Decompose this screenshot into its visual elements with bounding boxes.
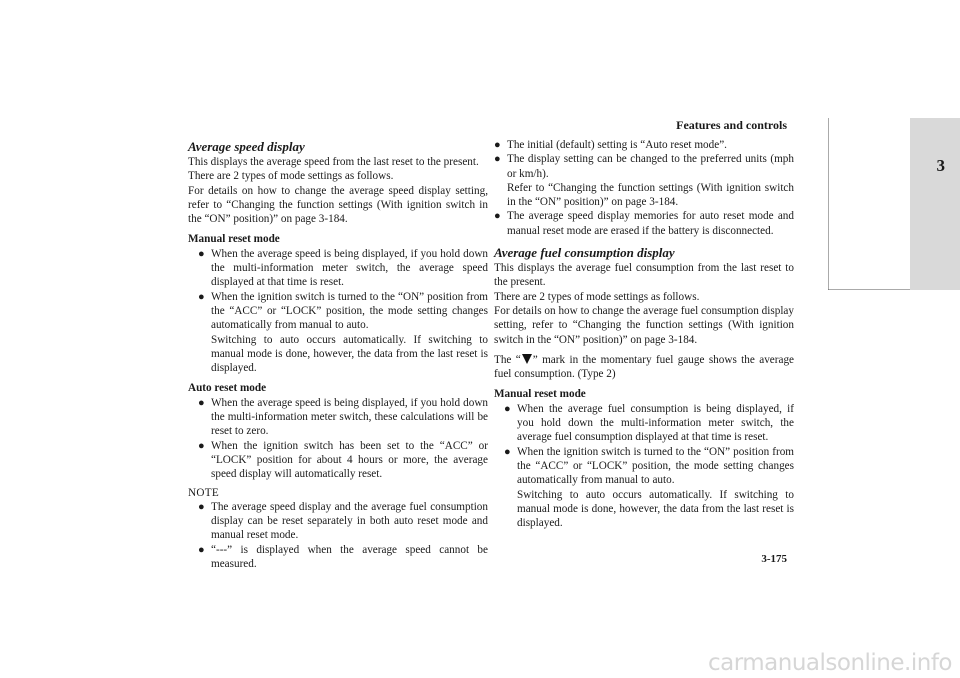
- bullet-icon: ●: [494, 210, 501, 223]
- manual-reset-title: Manual reset mode: [494, 388, 586, 401]
- list-item: ● When the average speed is being displayed, if you hold down the multi-information meter switch, these calculations will be reset to zero.: [198, 396, 488, 438]
- intro-line: This displays the average fuel consumption from the last reset to the present.: [494, 262, 794, 289]
- manual-reset-title: Manual reset mode: [188, 233, 280, 246]
- list-item: ● When the ignition switch is turned to the “ON” position from the “ACC” or “LOCK” position, the mode setting changes automatically from manual to auto. Switching to auto occurs automatically. If switching to manual mode is done, however, the data from the last reset is displayed.: [504, 445, 794, 530]
- chapter-number: 3: [936, 156, 945, 175]
- list-item: ● When the average speed is being displayed, if you hold down the multi-information meter switch, the average speed displayed at that time is reset.: [198, 247, 488, 289]
- section-title: Features and controls: [676, 118, 787, 132]
- intro-line: For details on how to change the average speed display setting, refer to “Changing the function settings (With ignition switch in the “ON” position)” on page 3-184.: [188, 184, 488, 226]
- average-speed-heading: Average speed display: [188, 139, 305, 154]
- list-item: ● The display setting can be changed to the preferred units (mph or km/h). Refer to “Changing the function settings (With ignition switch in the “ON” position)” on page 3-184.: [494, 153, 794, 209]
- bullet-icon: ●: [198, 247, 205, 260]
- bullet-icon: ●: [504, 402, 511, 415]
- list-item: ● The average speed display memories for auto reset mode and manual reset mode are erased if the battery is disconnected.: [494, 210, 794, 237]
- auto-reset-title: Auto reset mode: [188, 382, 267, 395]
- tab-stripe: [910, 118, 960, 290]
- intro-line: There are 2 types of mode settings as follows.: [494, 290, 700, 303]
- intro-line: This displays the average speed from the last reset to the present.: [188, 156, 479, 168]
- note-title: NOTE: [188, 486, 220, 499]
- list-item: ● “---” is displayed when the average speed cannot be measured.: [198, 543, 488, 571]
- fuel-mark-icon: [521, 353, 533, 365]
- bullet-icon: ●: [494, 153, 501, 166]
- right-column: [494, 138, 794, 530]
- list-item: ● The initial (default) setting is “Auto reset mode”.: [494, 139, 727, 151]
- list-item: ● When the ignition switch has been set to the “ACC” or “LOCK” position for about 4 hours or more, the average speed display will automatically reset.: [198, 439, 488, 481]
- bullet-icon: ●: [494, 139, 501, 151]
- bullet-icon: ●: [198, 543, 205, 556]
- bullet-icon: ●: [198, 396, 205, 409]
- list-item: ● When the ignition switch is turned to the “ON” position from the “ACC” or “LOCK” position, the mode setting changes automatically from manual to auto. Switching to auto occurs automatically. If switching to manual mode is done, however, the data from the last reset is displayed.: [198, 290, 488, 375]
- chapter-tab: [828, 118, 960, 290]
- left-column: [188, 138, 488, 571]
- bullet-icon: ●: [198, 500, 205, 513]
- mark-description: The “ ” mark in the momentary fuel gauge shows the average fuel consumption. (Type 2): [494, 353, 795, 381]
- bullet-icon: ●: [504, 445, 511, 458]
- list-item: ● When the average fuel consumption is being displayed, if you hold down the multi-information meter switch, the average fuel consumption displayed at that time is reset.: [504, 402, 794, 444]
- watermark: [0, 650, 960, 678]
- page-number: 3-175: [761, 553, 787, 565]
- bullet-icon: ●: [198, 439, 205, 452]
- intro-line: There are 2 types of mode settings as follows.: [188, 170, 394, 183]
- watermark-text: carmanualsonline.info: [707, 650, 952, 676]
- bullet-icon: ●: [198, 290, 205, 303]
- average-fuel-heading: Average fuel consumption display: [494, 245, 675, 261]
- list-item: ● The average speed display and the average fuel consumption display can be reset separately in both auto reset mode and manual reset mode.: [198, 500, 488, 542]
- intro-line: For details on how to change the average fuel consumption display setting, refer to “Changing the function settings (With ignition switch in the “ON” position)” on page 3-184.: [494, 304, 794, 346]
